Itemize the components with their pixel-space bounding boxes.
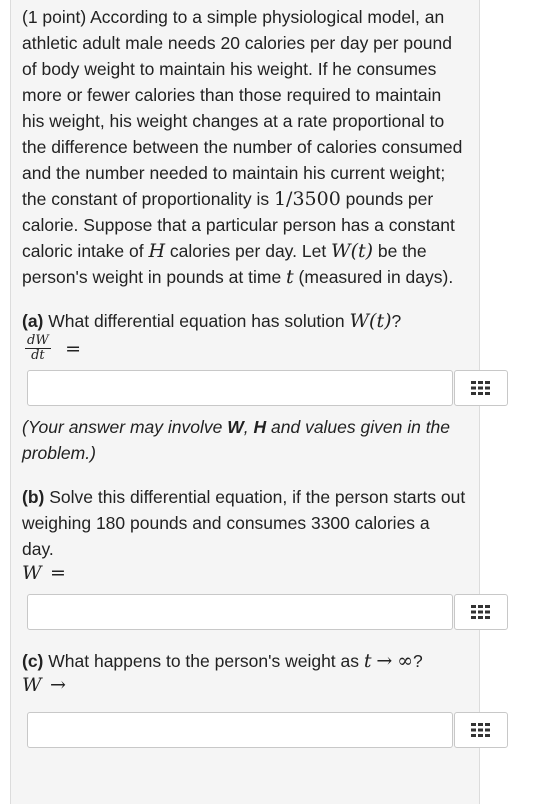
part-c-equation-lhs: W → (22, 674, 66, 696)
problem-intro: (1 point) According to a simple physiological model, an athletic adult male needs 20 calories per day per pound of body weight to maintain his weight. If he consumes more or fewer calories than those required to maintain his weight, his weight changes at a rate proportional to the difference between the number of calories consumed and the number needed to maintain his current weight; the constant of proportionality is 1/3500 pounds per calorie. Suppose that a particular person has a constant caloric intake of H calories per day. Let W(t) be the person's weight in pounds at time t (measured in days). (22, 7, 463, 288)
math-fraction: 1/3500 (273, 188, 341, 210)
part-b-label: (b) (22, 487, 45, 507)
part-b-answer-row (22, 594, 508, 634)
part-a-label: (a) (22, 311, 44, 331)
math-H: H (148, 240, 166, 262)
part-a-answer-row (22, 370, 508, 410)
part-c-question: (c) What happens to the person's weight as t → ∞? (22, 650, 423, 672)
part-a-question: (a) What differential equation has solution W(t)? (22, 310, 402, 332)
derivative-fraction: $\frac{dW}{dt}$ (27, 333, 49, 363)
part-a-equation-editor-button[interactable] (454, 370, 508, 406)
part-c-equation-editor-button[interactable] (454, 712, 508, 748)
part-a-answer-input[interactable] (27, 370, 453, 406)
problem-content (22, 4, 466, 752)
part-b-equation-lhs: W = (22, 562, 66, 584)
part-a-hint: (Your answer may involve W, H and values given in the problem.) (22, 417, 451, 463)
grid-icon (471, 605, 491, 619)
part-b-question: (b) Solve this differential equation, if the person starts out weighing 180 pounds and consumes 3300 calories a day. (22, 487, 466, 559)
math-t: t (286, 266, 294, 288)
part-b-equation-editor-button[interactable] (454, 594, 508, 630)
part-c-answer-row (22, 712, 508, 752)
part-a-equation-lhs: $\frac{dW}{dt}$ = (27, 333, 82, 363)
grid-icon (471, 723, 491, 737)
math-W-of-t: W(t) (331, 240, 374, 262)
grid-icon (471, 381, 491, 395)
part-c-label: (c) (22, 651, 44, 671)
part-c-answer-input[interactable] (27, 712, 453, 748)
part-b-answer-input[interactable] (27, 594, 453, 630)
